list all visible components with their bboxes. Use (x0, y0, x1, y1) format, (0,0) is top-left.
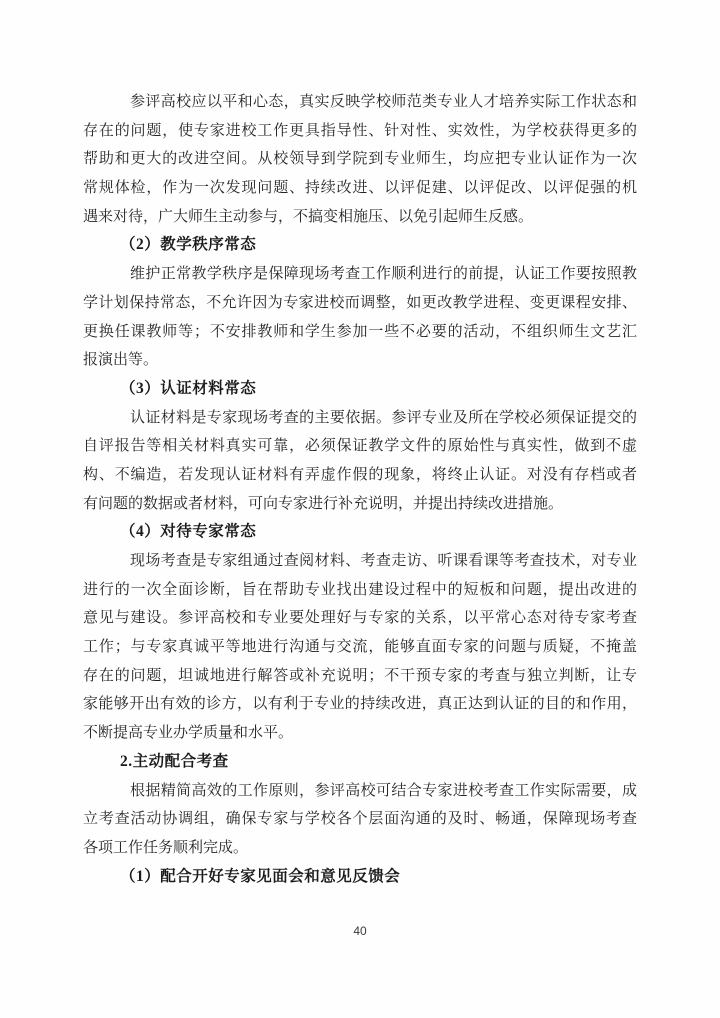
text-line: 意见与建设。参评高校和专业要处理好与专家的关系，以平常心态对待专家考查 (83, 610, 637, 627)
section-heading: 2.主动配合考查 (120, 752, 229, 770)
text-line: 常规体检，作为一次发现问题、持续改进、以评促建、以评促改、以评促强的机 (83, 180, 637, 197)
text-line: 参评高校应以平和心态，真实反映学校师范类专业人才培养实际工作状态和 (130, 94, 637, 110)
text-line: 帮助和更大的改进空间。从校领导到学院到专业师生，均应把专业认证作为一次 (83, 151, 637, 168)
text-line: 更换任课教师等；不安排教师和学生参加一些不必要的活动，不组织师生文艺汇 (83, 323, 637, 340)
text-line: 构、不编造，若发现认证材料有弄虚作假的现象，将终止认证。对没有存档或者 (83, 466, 637, 483)
text-line: 维护正常教学秩序是保障现场考查工作顺利进行的前提，认证工作要按照教 (130, 266, 637, 283)
section-heading: （4）对待专家常态 (120, 523, 257, 541)
text-line: 学计划保持常态，不允许因为专家进校而调整，如更改教学进程、变更课程安排、 (83, 294, 637, 311)
section-heading: （3）认证材料常态 (120, 379, 257, 397)
page-number: 40 (353, 924, 367, 938)
text-line: 不断提高专业办学质量和水平。 (83, 725, 294, 742)
section-heading: （1）配合开好专家见面会和意见反馈会 (120, 867, 401, 885)
text-line: 进行的一次全面诊断，旨在帮助专业找出建设过程中的短板和问题，提出改进的 (83, 581, 637, 598)
text-line: 立考查活动协调组，确保专家与学校各个层面沟通的及时、畅通，保障现场考查 (83, 811, 637, 828)
text-line: 遇来对待，广大师生主动参与，不搞变相施压、以免引起师生反感。 (83, 208, 534, 225)
text-line: 存在的问题，使专家进校工作更具指导性、针对性、实效性，为学校获得更多的 (83, 122, 637, 139)
text-line: 工作；与专家真诚平等地进行沟通与交流，能够直面专家的问题与质疑，不掩盖 (83, 639, 637, 656)
document-body (83, 88, 637, 891)
text-line: 认证材料是专家现场考查的主要依据。参评专业及所在学校必须保证提交的 (130, 409, 637, 426)
text-line: 有问题的数据或者材料，可向专家进行补充说明，并提出持续改进措施。 (83, 495, 564, 512)
text-line: 各项工作任务顺利完成。 (83, 839, 249, 856)
text-line: 报演出等。 (83, 352, 159, 369)
section-heading: （2）教学秩序常态 (120, 236, 257, 254)
text-line: 现场考查是专家组通过查阅材料、考查走访、听课看课等考查技术，对专业 (130, 553, 637, 569)
text-line: 存在的问题，坦诚地进行解答或补充说明；不干预专家的考查与独立判断，让专 (83, 667, 637, 684)
text-line: 根据精简高效的工作原则，参评高校可结合专家进校考查工作实际需要，成 (130, 782, 637, 799)
text-line: 自评报告等相关材料真实可靠，必须保证教学文件的原始性与真实性，做到不虚 (83, 438, 637, 455)
text-line: 家能够开出有效的诊方，以有利于专业的持续改进，真正达到认证的目的和作用， (83, 696, 637, 713)
